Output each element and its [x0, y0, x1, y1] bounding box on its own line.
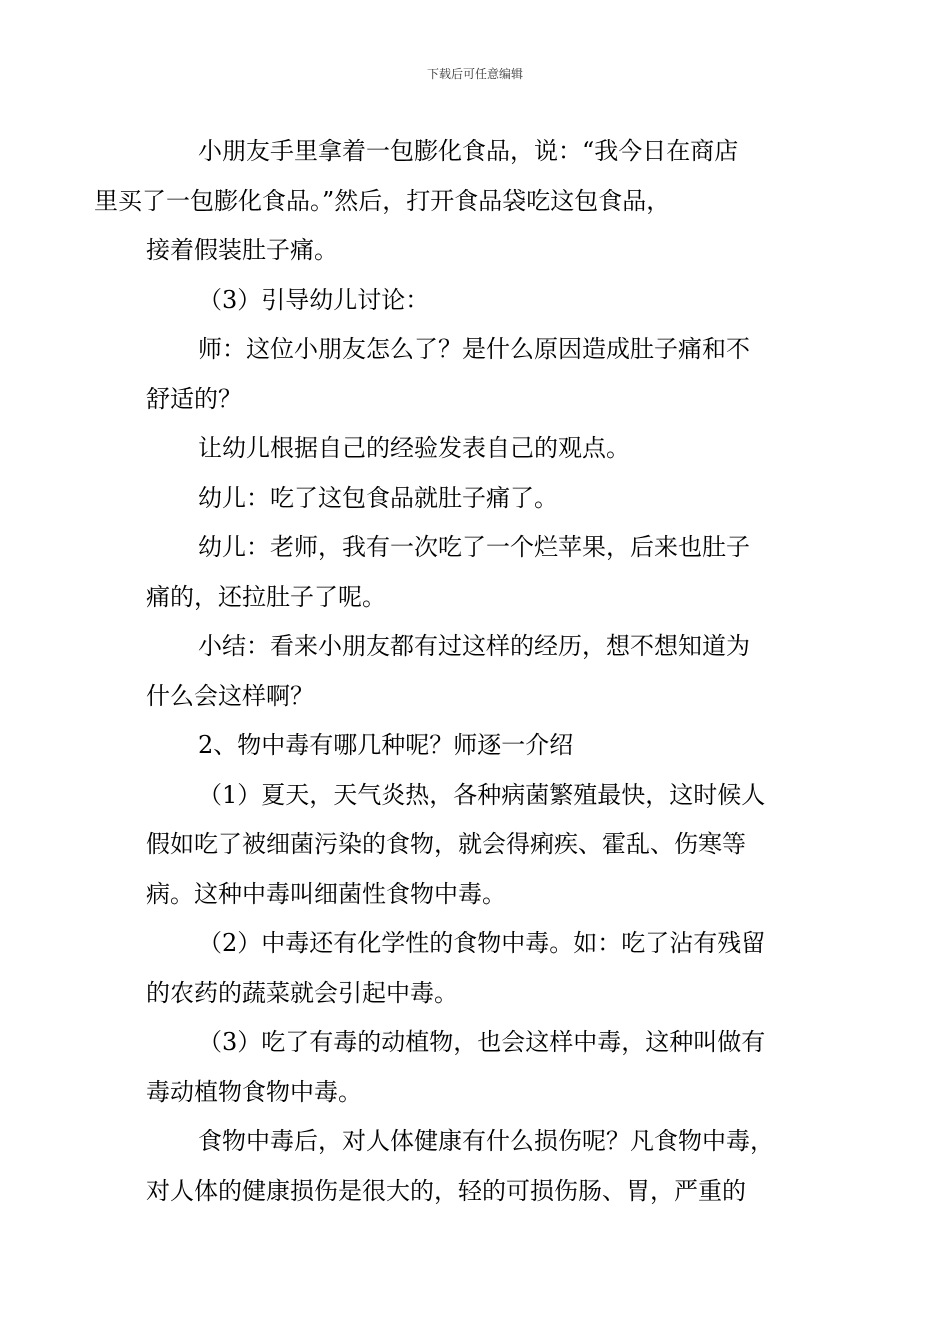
paragraph: [94, 127, 822, 276]
paragraph: [146, 1117, 822, 1216]
paragraph: [146, 771, 822, 920]
text-line: 毒动植物食物中毒。: [146, 1077, 362, 1106]
paragraph: [146, 424, 822, 474]
paragraph: [146, 523, 822, 622]
paragraph: [146, 622, 822, 721]
text-line: 接着假装肚子痛。: [146, 236, 338, 264]
text-line: （2）中毒还有化学性的食物中毒。如：吃了沾有残留: [198, 929, 766, 957]
text-line: （1）夏天，天气炎热，各种病菌繁殖最快，这时候人: [198, 780, 766, 809]
paragraph: [146, 1018, 822, 1117]
text-line: 舒适的？: [146, 384, 242, 413]
text-line: 里买了一包膨化食品。”然后，打开食品袋吃这包食品，: [94, 186, 671, 215]
text-line: 让幼儿根据自己的经验发表自己的观点。: [198, 434, 630, 462]
text-line: 幼儿：吃了这包食品就肚子痛了。: [198, 483, 558, 512]
paragraph: [146, 474, 822, 524]
text-line: 的农药的蔬菜就会引起中毒。: [146, 978, 458, 1007]
text-line: 病。这种中毒叫细菌性食物中毒。: [146, 879, 506, 908]
paragraph: [146, 721, 822, 771]
document-body: [94, 127, 822, 1216]
page-header-note: 下载后可任意编辑: [426, 67, 523, 81]
text-line: 假如吃了被细菌污染的食物，就会得痢疾、霍乱、伤寒等: [146, 830, 746, 858]
text-line: 2、物中毒有哪几种呢？师逐一介绍: [198, 731, 574, 759]
text-line: 小朋友手里拿着一包膨化食品，说：“我今日在商店: [198, 137, 739, 165]
text-line: 痛的，还拉肚子了呢。: [146, 582, 386, 611]
text-line: 师：这位小朋友怎么了？是什么原因造成肚子痛和不: [198, 335, 750, 363]
paragraph: [146, 919, 822, 1018]
paragraph: [146, 325, 822, 424]
text-line: 小结：看来小朋友都有过这样的经历，想不想知道为: [198, 632, 750, 660]
text-line: 幼儿：老师，我有一次吃了一个烂苹果，后来也肚子: [198, 533, 750, 561]
text-line: 对人体的健康损伤是很大的，轻的可损伤肠、胃，严重的: [146, 1176, 746, 1205]
text-line: （3）吃了有毒的动植物，也会这样中毒，这种叫做有: [198, 1028, 766, 1056]
text-line: 什么会这样啊？: [146, 681, 314, 710]
text-line: 食物中毒后，对人体健康有什么损伤呢？凡食物中毒，: [198, 1127, 774, 1155]
text-line: （3）引导幼儿讨论：: [198, 285, 430, 314]
paragraph: [146, 276, 822, 326]
